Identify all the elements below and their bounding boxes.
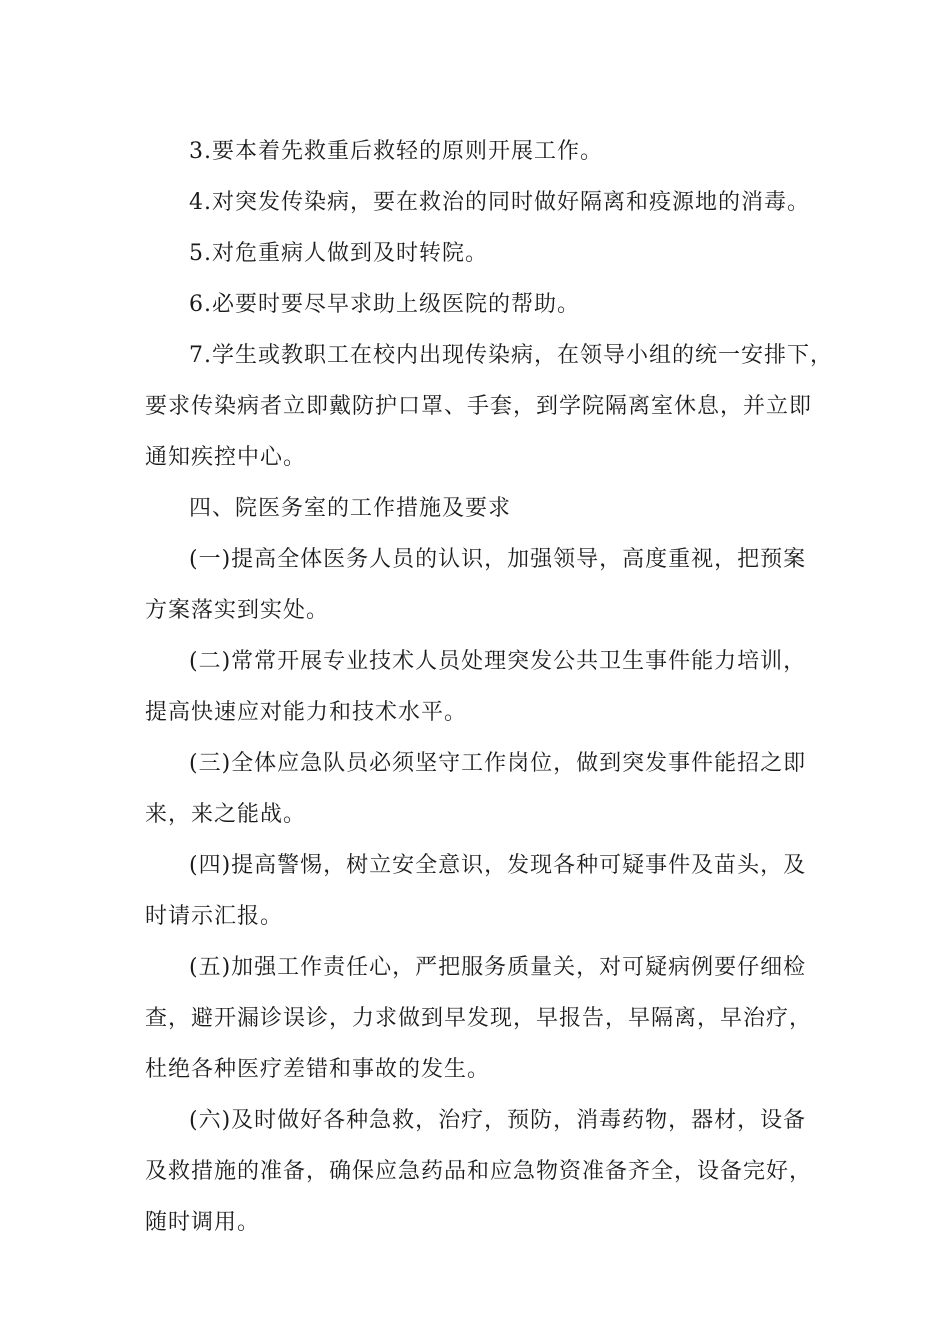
measure-item-3 xyxy=(145,738,825,840)
paragraph-line: 通知疾控中心。 xyxy=(145,445,307,470)
paragraph-line: (二)常常开展专业技术人员处理突发公共卫生事件能力培训， xyxy=(189,649,807,674)
paragraph-item-7 xyxy=(145,330,833,483)
measure-item-5 xyxy=(145,942,825,1095)
paragraph-line: (五)加强工作责任心，严把服务质量关，对可疑病例要仔细检 xyxy=(189,955,807,980)
section-heading-text: 四、院医务室的工作措施及要求 xyxy=(189,496,512,521)
paragraph-line: 3.要本着先救重后救轻的原则开展工作。 xyxy=(189,139,603,164)
paragraph-line: 4.对突发传染病，要在救治的同时做好隔离和疫源地的消毒。 xyxy=(189,190,810,215)
paragraph-item-4 xyxy=(145,177,825,228)
paragraph-line: 6.必要时要尽早求助上级医院的帮助。 xyxy=(189,292,580,317)
document-body xyxy=(145,126,833,1248)
section-heading xyxy=(145,483,825,534)
paragraph-line: (一)提高全体医务人员的认识，加强领导，高度重视，把预案 xyxy=(189,547,807,572)
paragraph-line: 来，来之能战。 xyxy=(145,802,307,827)
paragraph-line: 5.对危重病人做到及时转院。 xyxy=(189,241,488,266)
paragraph-line: 随时调用。 xyxy=(145,1210,261,1235)
paragraph-line: 7.学生或教职工在校内出现传染病，在领导小组的统一安排下， xyxy=(189,343,833,368)
paragraph-line: 及救措施的准备，确保应急药品和应急物资准备齐全，设备完好， xyxy=(145,1159,813,1184)
paragraph-item-5 xyxy=(145,228,825,279)
paragraph-line: 要求传染病者立即戴防护口罩、手套，到学院隔离室休息，并立即 xyxy=(145,394,813,419)
paragraph-line: 提高快速应对能力和技术水平。 xyxy=(145,700,468,725)
measure-item-1 xyxy=(145,534,825,636)
paragraph-line: (四)提高警惕，树立安全意识，发现各种可疑事件及苗头，及 xyxy=(189,853,807,878)
paragraph-line: 方案落实到实处。 xyxy=(145,598,330,623)
paragraph-line: (六)及时做好各种急救，治疗，预防，消毒药物，器材，设备 xyxy=(189,1108,807,1133)
measure-item-4 xyxy=(145,840,825,942)
paragraph-line: (三)全体应急队员必须坚守工作岗位，做到突发事件能招之即 xyxy=(189,751,807,776)
paragraph-item-6 xyxy=(145,279,825,330)
paragraph-line: 杜绝各种医疗差错和事故的发生。 xyxy=(145,1057,491,1082)
paragraph-line: 时请示汇报。 xyxy=(145,904,284,929)
measure-item-2 xyxy=(145,636,825,738)
measure-item-6 xyxy=(145,1095,825,1248)
paragraph-line: 查，避开漏诊误诊，力求做到早发现，早报告，早隔离，早治疗， xyxy=(145,1006,813,1031)
paragraph-item-3 xyxy=(145,126,825,177)
